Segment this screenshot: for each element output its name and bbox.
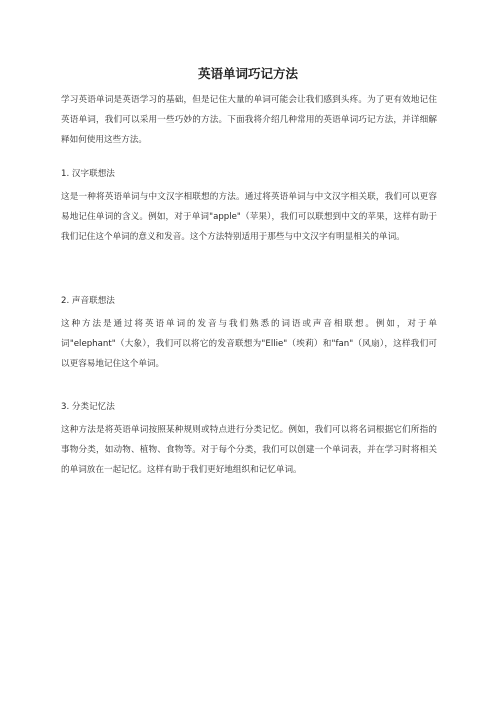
section-heading-1: 1. 汉字联想法 [61, 169, 115, 179]
intro-paragraph: 学习英语单词是英语学习的基础，但是记住大量的单词可能会让我们感到头疼。为了更有效地记住英语单词，我们可以采用一些巧妙的方法。下面我将介绍几种常用的英语单词巧记方法，并详细解释如何使用这些方法。 [61, 95, 437, 145]
section-heading-3: 3. 分类记忆法 [61, 402, 115, 412]
section-body-3: 这种方法是将英语单词按照某种规则或特点进行分类记忆。例如，我们可以将名词根据它们所指的事物分类，如动物、植物、食物等。对于每个分类，我们可以创建一个单词表，并在学习时将相关的单词放在一起记忆。这样有助于我们更好地组织和记忆单词。 [61, 425, 437, 475]
document-title: 英语单词巧记方法 [197, 66, 298, 81]
section-body-1: 这是一种将英语单词与中文汉字相联想的方法。通过将英语单词与中文汉字相关联，我们可以更容易地记住单词的含义。例如，对于单词"apple"（苹果），我们可以联想到中文的苹果，这样有助于我们记住这个单词的意义和发音。这个方法特别适用于那些与中文汉字有明显相关的单词。 [61, 192, 437, 242]
section-body-2: 这种方法是通过将英语单词的发音与我们熟悉的词语或声音相联想。例如，对于单词"elephant"（大象），我们可以将它的发音联想为"Ellie"（埃莉）和"fan"（风扇），这样我们可以更容易地记住这个单词。 [61, 319, 437, 369]
section-heading-2: 2. 声音联想法 [61, 296, 115, 306]
